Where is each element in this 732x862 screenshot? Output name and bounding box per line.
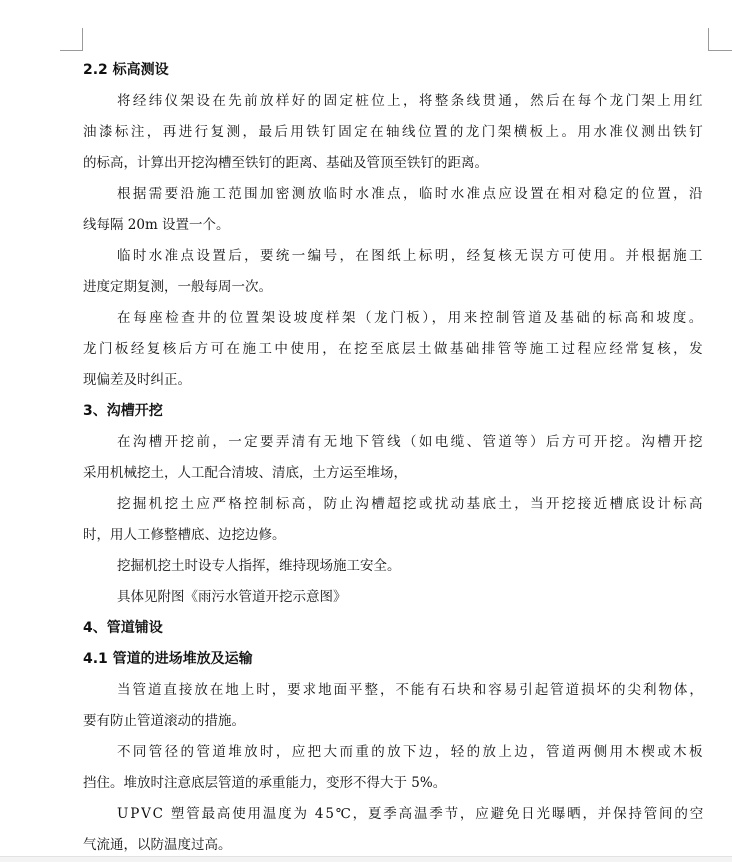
text-line: 龙门板经复核后方可在施工中使用，在挖至底层土做基础排管等施工过程应经常复核，发 [83,341,705,357]
text-line: UPVC 塑管最高使用温度为 45℃，夏季高温季节，应避免日光曝晒，并保持管间的空 [117,806,705,822]
crop-mark-top-left [60,28,83,51]
paragraph [83,489,705,551]
text-line: 挖掘机挖土应严格控制标高，防止沟槽超挖或扰动基底土，当开挖接近槽底设计标高 [117,496,705,512]
paragraph [83,582,705,613]
text-line: 根据需要沿施工范围加密测放临时水准点，临时水准点应设置在相对稳定的位置，沿 [117,186,705,202]
text-line: 在沟槽开挖前，一定要弄清有无地下管线（如电缆、管道等）后方可开挖。沟槽开挖 [117,434,705,450]
paragraph [83,737,705,799]
text-line: 的标高，计算出开挖沟槽至铁钉的距离、基础及管顶至铁钉的距离。 [83,155,488,171]
text-line: 当管道直接放在地上时，要求地面平整，不能有石块和容易引起管道损坏的尖利物体， [117,682,705,698]
text-line: 油漆标注，再进行复测，最后用铁钉固定在轴线位置的龙门架横板上。用水准仪测出铁钉 [83,124,705,140]
text-line: 在每座检查井的位置架设坡度样架（龙门板），用来控制管道及基础的标高和坡度。 [117,310,705,326]
text-line: 进度定期复测，一般每周一次。 [83,279,272,295]
paragraph [83,427,705,489]
text-line: 时，用人工修整槽底、边挖边修。 [83,527,286,543]
section-heading: 2.2 标高测设 [83,62,169,78]
paragraph [83,241,705,303]
text-line: 挖掘机挖土时设专人指挥，维持现场施工安全。 [117,558,401,574]
paragraph [83,303,705,396]
page-bottom-edge [0,856,732,862]
paragraph [83,551,705,582]
paragraph [83,675,705,737]
section-heading: 4、管道铺设 [83,620,163,636]
text-line: 将经纬仪架设在先前放样好的固定桩位上，将整条线贯通，然后在每个龙门架上用红 [117,93,705,109]
text-line: 采用机械挖土，人工配合清坡、清底，土方运至堆场， [83,465,407,481]
document-body[interactable] [83,55,705,861]
text-line: 挡住。堆放时注意底层管道的承重能力，变形不得大于 5%。 [83,775,447,791]
paragraph [83,179,705,241]
text-line: 不同管径的管道堆放时，应把大而重的放下边，轻的放上边，管道两侧用木楔或木板 [117,744,705,760]
text-line: 具体见附图《雨污水管道开挖示意图》 [117,589,347,605]
text-line: 气流通，以防温度过高。 [83,837,232,853]
crop-mark-top-right [708,28,732,51]
paragraph [83,799,705,861]
text-line: 现偏差及时纠正。 [83,372,191,388]
paragraph [83,86,705,179]
text-line: 临时水准点设置后，要统一编号，在图纸上标明，经复核无误方可使用。并根据施工 [117,248,705,264]
text-line: 线每隔 20m 设置一个。 [83,217,230,233]
section-heading: 4.1 管道的进场堆放及运输 [83,651,253,667]
section-heading: 3、沟槽开挖 [83,403,163,419]
text-line: 要有防止管道滚动的措施。 [83,713,245,729]
